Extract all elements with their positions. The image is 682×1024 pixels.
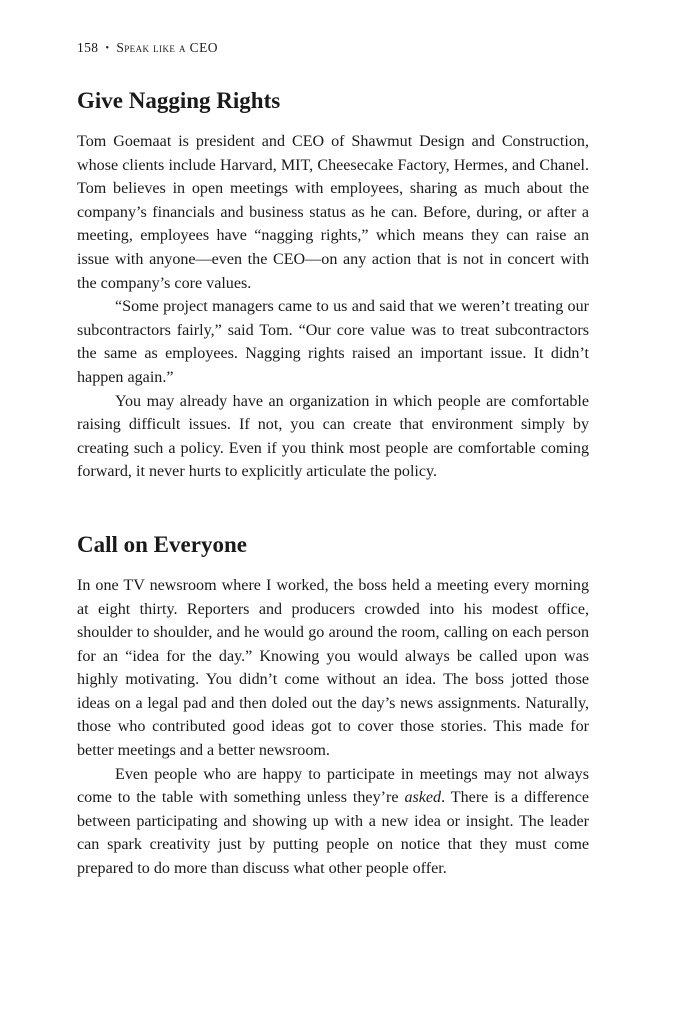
- section-call-on-everyone: [77, 530, 589, 881]
- section-heading: Call on Everyone: [77, 531, 247, 557]
- text-run: Even people who are happy to participate in meetings may not always come to the table with something unless they’re: [77, 765, 589, 807]
- running-header: [77, 38, 589, 60]
- page-number: 158: [77, 40, 99, 55]
- body-paragraph: You may already have an organization in which people are comfortable raising difficult issues. If not, you can create that environment simply by creating such a policy. Even if you think most people are comfortable coming forward, it never hurts to explicitly articulate the policy.: [77, 392, 589, 481]
- body-paragraph: [77, 763, 589, 881]
- book-title: Speak like a CEO: [116, 40, 218, 55]
- body-paragraph: In one TV newsroom where I worked, the boss held a meeting every morning at eight thirty. Reporters and producers crowded into his modest office, shoulder to shoulder, and he would go around the room, calling on each person for an “idea for the day.” Knowing you would always be called upon was highly motivating. You didn’t come without an idea. The boss jotted those ideas on a legal pad and then doled out the day’s news assignments. Naturally, those who contributed good ideas got to cover those stories. This made for better meetings and a better newsroom.: [77, 576, 589, 760]
- emphasized-word: asked: [404, 789, 442, 807]
- text-run: . There is a difference between participating and showing up with a new idea or insight. The leader can spark creativity just by putting people on notice that they must come prepared to do more than discuss what other people offer.: [77, 789, 590, 878]
- section-heading: Give Nagging Rights: [77, 88, 281, 113]
- body-paragraph: “Some project managers came to us and said that we weren’t treating our subcontractors fairly,” said Tom. “Our core value was to treat subcontractors the same as employees. Nagging rights raised an important issue. It didn’t happen again.”: [77, 298, 589, 386]
- body-paragraph: Tom Goemaat is president and CEO of Shawmut Design and Construction, whose clients include Harvard, MIT, Cheesecake Factory, Hermes, and Chanel. Tom believes in open meetings with employees, sharing as much about the company’s financials and business status as he can. Before, during, or after a meeting, employees have “nagging rights,” which means they can raise an issue with anyone—even the CEO—on any action that is not in concert with the company’s core values.: [77, 133, 589, 292]
- header-separator: •: [105, 43, 110, 54]
- section-give-nagging-rights: [77, 86, 589, 484]
- book-page: [77, 38, 589, 881]
